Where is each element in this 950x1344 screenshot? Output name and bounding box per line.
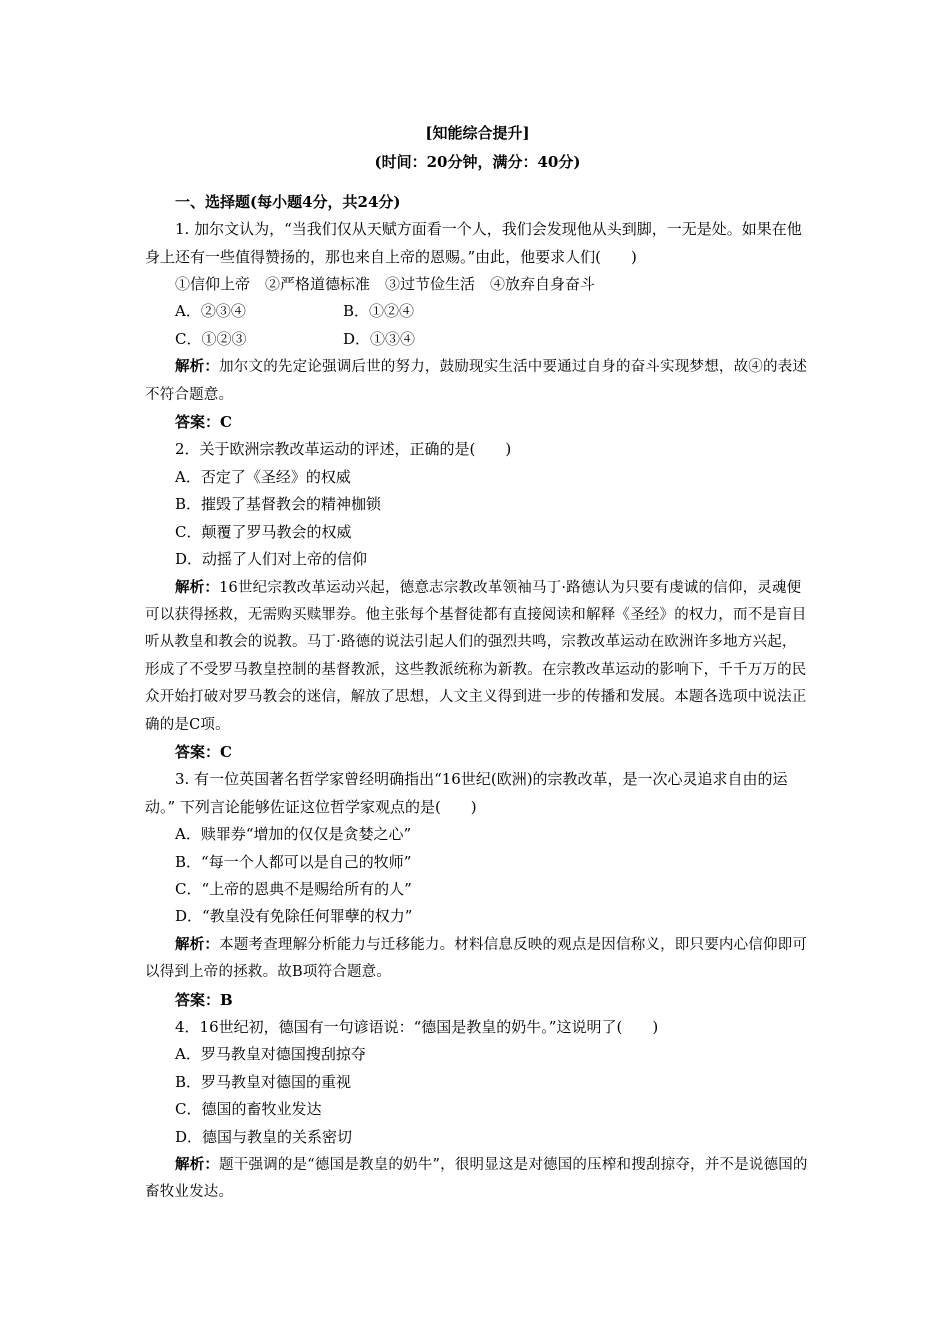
analysis-text: 16世纪宗教改革运动兴起，德意志宗教改革领袖马丁·路德认为只要有虔诚的信仰，灵魂便可以获得拯救，无需购买赎罪券。他主张每个基督徒都有直接阅读和解释《圣经》的权力，而不是盲目听从教皇和教会的说教。马丁·路德的说法引起人们的强烈共鸣，宗教改革运动在欧洲许多地方兴起，形成了不受罗马教皇控制的基督教派，这些教派统称为新教。在宗教改革运动的影响下，千千万万的民众开始打破对罗马教会的迷信，解放了思想，人文主义得到进一步的传播和发展。本题各选项中说法正确的是C项。 bbox=[145, 579, 807, 733]
question-1-analysis bbox=[145, 353, 810, 409]
analysis-text: 加尔文的先定论强调后世的努力，鼓励现实生活中要通过自身的奋斗实现梦想，故④的表述不符合题意。 bbox=[145, 359, 808, 403]
option-a: A．赎罪券“增加的仅仅是贪婪之心” bbox=[175, 825, 412, 844]
option-b: B．罗马教皇对德国的重视 bbox=[175, 1072, 352, 1091]
option-b: B．摧毁了基督教会的精神枷锁 bbox=[175, 495, 382, 514]
analysis-label: 解析： bbox=[175, 1156, 220, 1174]
analysis-label: 解析： bbox=[175, 935, 220, 953]
question-4-analysis bbox=[145, 1151, 810, 1207]
question-1-answer: 答案：C bbox=[175, 413, 232, 432]
question-2-answer: 答案：C bbox=[175, 742, 232, 761]
question-3-stem: 3. 有一位英国著名哲学家曾经明确指出“16世纪(欧洲)的宗教改革，是一次心灵追求自由的运动。” 下列言论能够佐证这位哲学家观点的是( ) bbox=[145, 770, 788, 816]
question-3-analysis bbox=[145, 931, 810, 987]
option-d: D．“教皇没有免除任何罪孽的权力” bbox=[175, 907, 413, 926]
question-4-stem: 4．16世纪初，德国有一句谚语说：“德国是教皇的奶牛。”这说明了( ) bbox=[175, 1018, 659, 1036]
option-c: C．①②③ bbox=[175, 329, 247, 348]
analysis-label: 解析： bbox=[175, 358, 220, 376]
section-heading: 一、选择题(每小题4分，共24分) bbox=[175, 192, 401, 211]
option-c: C．颠覆了罗马教会的权威 bbox=[175, 522, 352, 541]
option-a: A．否定了《圣经》的权威 bbox=[175, 467, 351, 486]
question-1-items: ①信仰上帝 ②严格道德标准 ③过节俭生活 ④放弃自身奋斗 bbox=[175, 275, 596, 294]
question-2-analysis bbox=[145, 574, 810, 739]
option-a: A．罗马教皇对德国搜刮掠夺 bbox=[175, 1045, 366, 1064]
analysis-label: 解析： bbox=[175, 578, 220, 596]
option-a: A．②③④ bbox=[175, 302, 246, 321]
option-c: C．德国的畜牧业发达 bbox=[175, 1100, 322, 1119]
option-c: C．“上帝的恩典不是赐给所有的人” bbox=[175, 879, 412, 898]
question-1-options-row-1 bbox=[145, 298, 810, 325]
question-1-stem: 1. 加尔文认为，“当我们仅从天赋方面看一个人，我们会发现他从头到脚，一无是处。如果在他身上还有一些值得赞扬的，那也来自上帝的恩赐。”由此，他要求人们( ) bbox=[145, 220, 802, 266]
option-d: D．动摇了人们对上帝的信仰 bbox=[175, 550, 368, 569]
question-2-stem: 2．关于欧洲宗教改革运动的评述，正确的是( ) bbox=[175, 440, 512, 459]
time-info: (时间：20分钟，满分：40分) bbox=[374, 153, 581, 172]
option-d: D．德国与教皇的关系密切 bbox=[175, 1127, 353, 1146]
page-title: [知能综合提升] bbox=[425, 124, 530, 142]
document-page bbox=[145, 120, 810, 1207]
option-b: B．“每一个人都可以是自己的牧师” bbox=[175, 852, 412, 871]
option-b: B．①②④ bbox=[343, 302, 415, 321]
analysis-text: 本题考查理解分析能力与迁移能力。材料信息反映的观点是因信称义，即只要内心信仰即可以得到上帝的拯救。故B项符合题意。 bbox=[145, 936, 808, 981]
analysis-text: 题干强调的是“德国是教皇的奶牛”，很明显这是对德国的压榨和搜刮掠夺，并不是说德国的畜牧业发达。 bbox=[145, 1157, 808, 1201]
question-3-answer: 答案：B bbox=[175, 990, 233, 1009]
question-1-options-row-2 bbox=[145, 326, 810, 353]
option-d: D．①③④ bbox=[343, 329, 416, 348]
